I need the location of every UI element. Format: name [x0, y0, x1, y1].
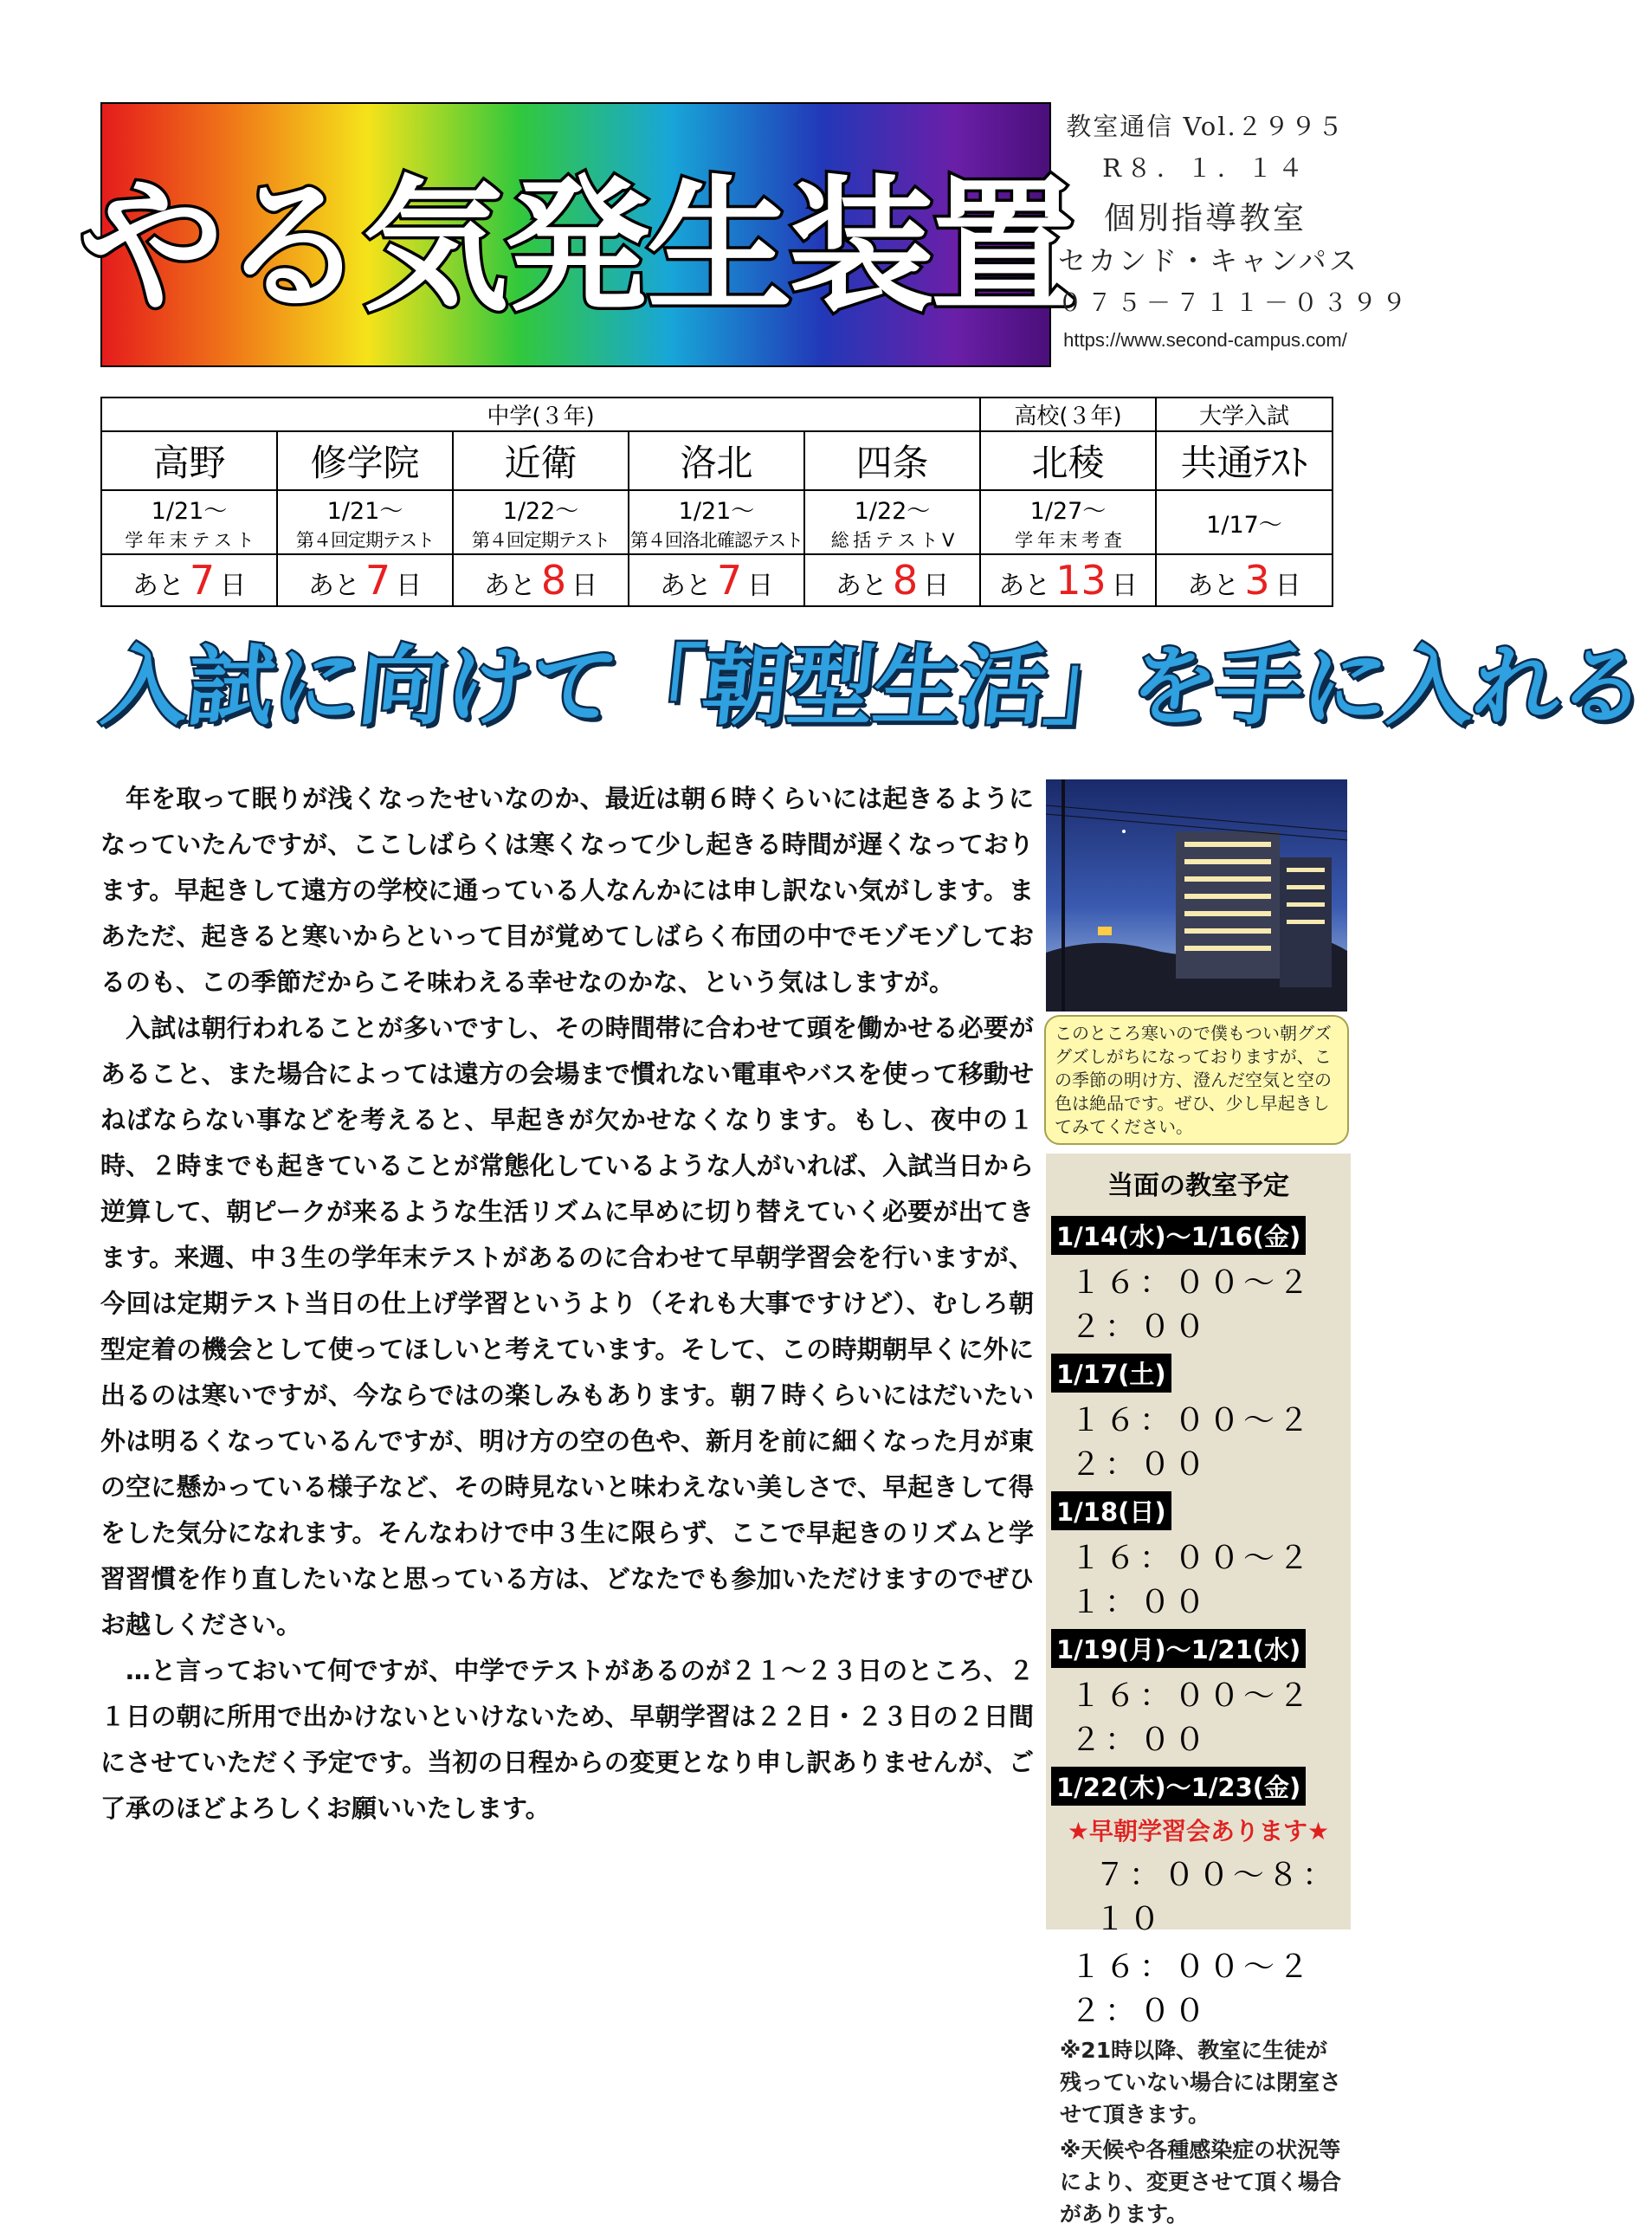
prefix-label: あと: [132, 571, 184, 601]
suffix-label: 日: [571, 571, 598, 601]
schedule-day-label: 1/18(日): [1051, 1491, 1171, 1530]
days-remaining-cell: [1156, 554, 1333, 606]
days-count: 7: [189, 557, 216, 604]
change-note: ※天候や各種感染症の状況等により、変更させて頂く場合があります。: [1060, 2137, 1342, 2227]
article-paragraph: 年を取って眠りが浅くなったせいなのか、最近は朝６時くらいには起きるようになっていたんですが、ここしばらくは寒くなって少し起きる時間が遅くなっております。早起きして遠方の学校に通っている人なんかには申し訳ない気がします。まあただ、起きると寒いからといって目が覚めてしばらく布団の中でモゾモゾしておるのも、この季節だからこそ味わえる幸せなのかな、という気はしますが。: [100, 784, 1034, 997]
school-name-cell: 北稜: [980, 431, 1156, 490]
exam-date-cell: 1/22～: [453, 490, 629, 526]
exam-type-cell: 第４回定期テスト: [453, 526, 629, 554]
days-count: 8: [540, 557, 567, 604]
group-high-school: 高校(３年): [980, 398, 1156, 431]
prefix-label: あと: [835, 571, 887, 601]
prefix-label: あと: [1187, 571, 1240, 601]
early-study-time: ７：００～８：１０: [1094, 1858, 1338, 1937]
suffix-label: 日: [1111, 571, 1138, 601]
suffix-label: 日: [220, 571, 247, 601]
days-remaining-cell: [804, 554, 980, 606]
issue-date: R８．１．１４: [1102, 153, 1308, 183]
days-remaining-cell: [629, 554, 804, 606]
suffix-label: 日: [1274, 571, 1301, 601]
dawn-apartment-photo: [1046, 779, 1347, 1012]
issue-number: 教室通信 Vol.２９９５: [1066, 112, 1345, 141]
closing-note: ※21時以降、教室に生徒が残っていない場合には閉室させて頂きます。: [1060, 2038, 1342, 2127]
schedule-day-label: 1/17(土): [1051, 1354, 1171, 1393]
exam-date-cell: 1/21～: [277, 490, 453, 526]
exam-type-cell: 第４回定期テスト: [277, 526, 453, 554]
prefix-label: あと: [307, 571, 360, 601]
days-count: 13: [1055, 557, 1107, 604]
exam-date-cell: 1/21～: [101, 490, 277, 526]
suffix-label: 日: [923, 571, 950, 601]
classroom-schedule: [1046, 1154, 1351, 2227]
campus-name: セカンド・キャンパス: [1058, 244, 1359, 277]
exam-date-cell: 1/27～: [980, 490, 1156, 526]
schedule-time: １６：００～２２：００: [1070, 1678, 1313, 1758]
prefix-label: あと: [998, 571, 1051, 601]
schedule-time: １６：００～２２：００: [1070, 1403, 1313, 1483]
school-name-cell: 四条: [804, 431, 980, 490]
days-remaining-cell: [453, 554, 629, 606]
school-name-cell: 修学院: [277, 431, 453, 490]
schedule-day-label: 1/22(木)～1/23(金): [1051, 1767, 1306, 1806]
days-count: 3: [1244, 557, 1270, 604]
schedule-time: １６：００～２２：００: [1070, 1949, 1313, 2029]
exam-date-cell: 1/22～: [804, 490, 980, 526]
exam-type-cell: 学 年 末 テ ス ト: [101, 526, 277, 554]
group-middle-school: 中学(３年): [101, 398, 980, 431]
phone-number: ０７５－７１１－０３９９: [1058, 288, 1412, 317]
prefix-label: あと: [483, 571, 536, 601]
schedule-time: １６：００～２１：００: [1070, 1541, 1313, 1620]
suffix-label: 日: [747, 571, 774, 601]
newsletter-info: [1058, 107, 1412, 355]
exam-type-cell: 総 括 テ ス ト Ⅴ: [804, 526, 980, 554]
days-count: 7: [365, 557, 391, 604]
suffix-label: 日: [396, 571, 423, 601]
exam-countdown-table: [100, 397, 1333, 607]
website-link[interactable]: https://www.second-campus.com/: [1063, 329, 1347, 351]
school-name-cell: 近衛: [453, 431, 629, 490]
exam-date-cell: 1/21～: [629, 490, 804, 526]
days-remaining-cell: [101, 554, 277, 606]
days-remaining-cell: [980, 554, 1156, 606]
exam-type-cell: 学 年 末 考 査: [980, 526, 1156, 554]
group-university: 大学入試: [1156, 398, 1333, 431]
article-body: [100, 776, 1034, 1832]
schedule-day-label: 1/19(月)～1/21(水): [1051, 1629, 1306, 1668]
schedule-title: 当面の教室予定: [1107, 1171, 1289, 1201]
exam-date-cell: 1/17～: [1156, 490, 1333, 554]
banner-title: やる気発生装置: [79, 161, 1073, 332]
title-banner: [79, 102, 1073, 367]
school-name: 個別指導教室: [1103, 201, 1307, 236]
article-paragraph: 入試は朝行われることが多いですし、その時間帯に合わせて頭を働かせる必要があること、また場合によっては遠方の会場まで慣れない電車やバスを使って移動せねばならない事などを考えると、早起きが欠かせなくなります。もし、夜中の１時、２時までも起きていることが常態化しているような人がいれば、入試当日から逆算して、朝ピークが来るような生活リズムに早めに切り替えていく必要が出てきます。来週、中３生の学年末テストがあるのに合わせて早朝学習会を行いますが、今回は定期テスト当日の仕上げ学習というより（それも大事ですけど）、むしろ朝型定着の機会として使ってほしいと考えています。そして、この時期朝早くに外に出るのは寒いですが、今ならではの楽しみもあります。朝７時くらいにはだいたい外は明るくなっているんですが、明け方の空の色や、新月を前に細くなった月が東の空に懸かっている様子など、その時見ないと味わえない美しさで、早起きして得をした気分になれます。そんなわけで中３生に限らず、ここで早起きのリズムと学習習慣を作り直したいなと思っている方は、どなたでも参加いただけますのでぜひお越しください。: [100, 1013, 1034, 1639]
photo-caption: このところ寒いので僕もつい朝グズグズしがちになっておりますが、この季節の明け方、澄んだ空気と空の色は絶品です。ぜひ、少し早起きしてみてください。: [1044, 1015, 1349, 1145]
schedule-time: １６：００～２２：００: [1070, 1265, 1313, 1345]
schedule-day-label: 1/14(水)～1/16(金): [1051, 1216, 1306, 1255]
days-remaining-cell: [277, 554, 453, 606]
article-paragraph: …と言っておいて何ですが、中学でテストがあるのが２１～２３日のところ、２１日の朝に所用で出かけないといけないため、早朝学習は２２日・２３日の２日間にさせていただく予定です。当初の日程からの変更となり申し訳ありませんが、ご了承のほどよろしくお願いいたします。: [100, 1656, 1034, 1823]
days-count: 7: [716, 557, 743, 604]
prefix-label: あと: [659, 571, 712, 601]
early-study-notice: ★早朝学習会あります★: [1067, 1817, 1330, 1845]
school-name-cell: 洛北: [629, 431, 804, 490]
school-name-cell: 共通ﾃｽﾄ: [1156, 431, 1333, 490]
exam-type-cell: 第４回洛北確認テスト: [629, 526, 804, 554]
article-headline: 入試に向けて「朝型生活」を手に入れる: [96, 636, 1651, 737]
days-count: 8: [892, 557, 919, 604]
school-name-cell: 高野: [101, 431, 277, 490]
